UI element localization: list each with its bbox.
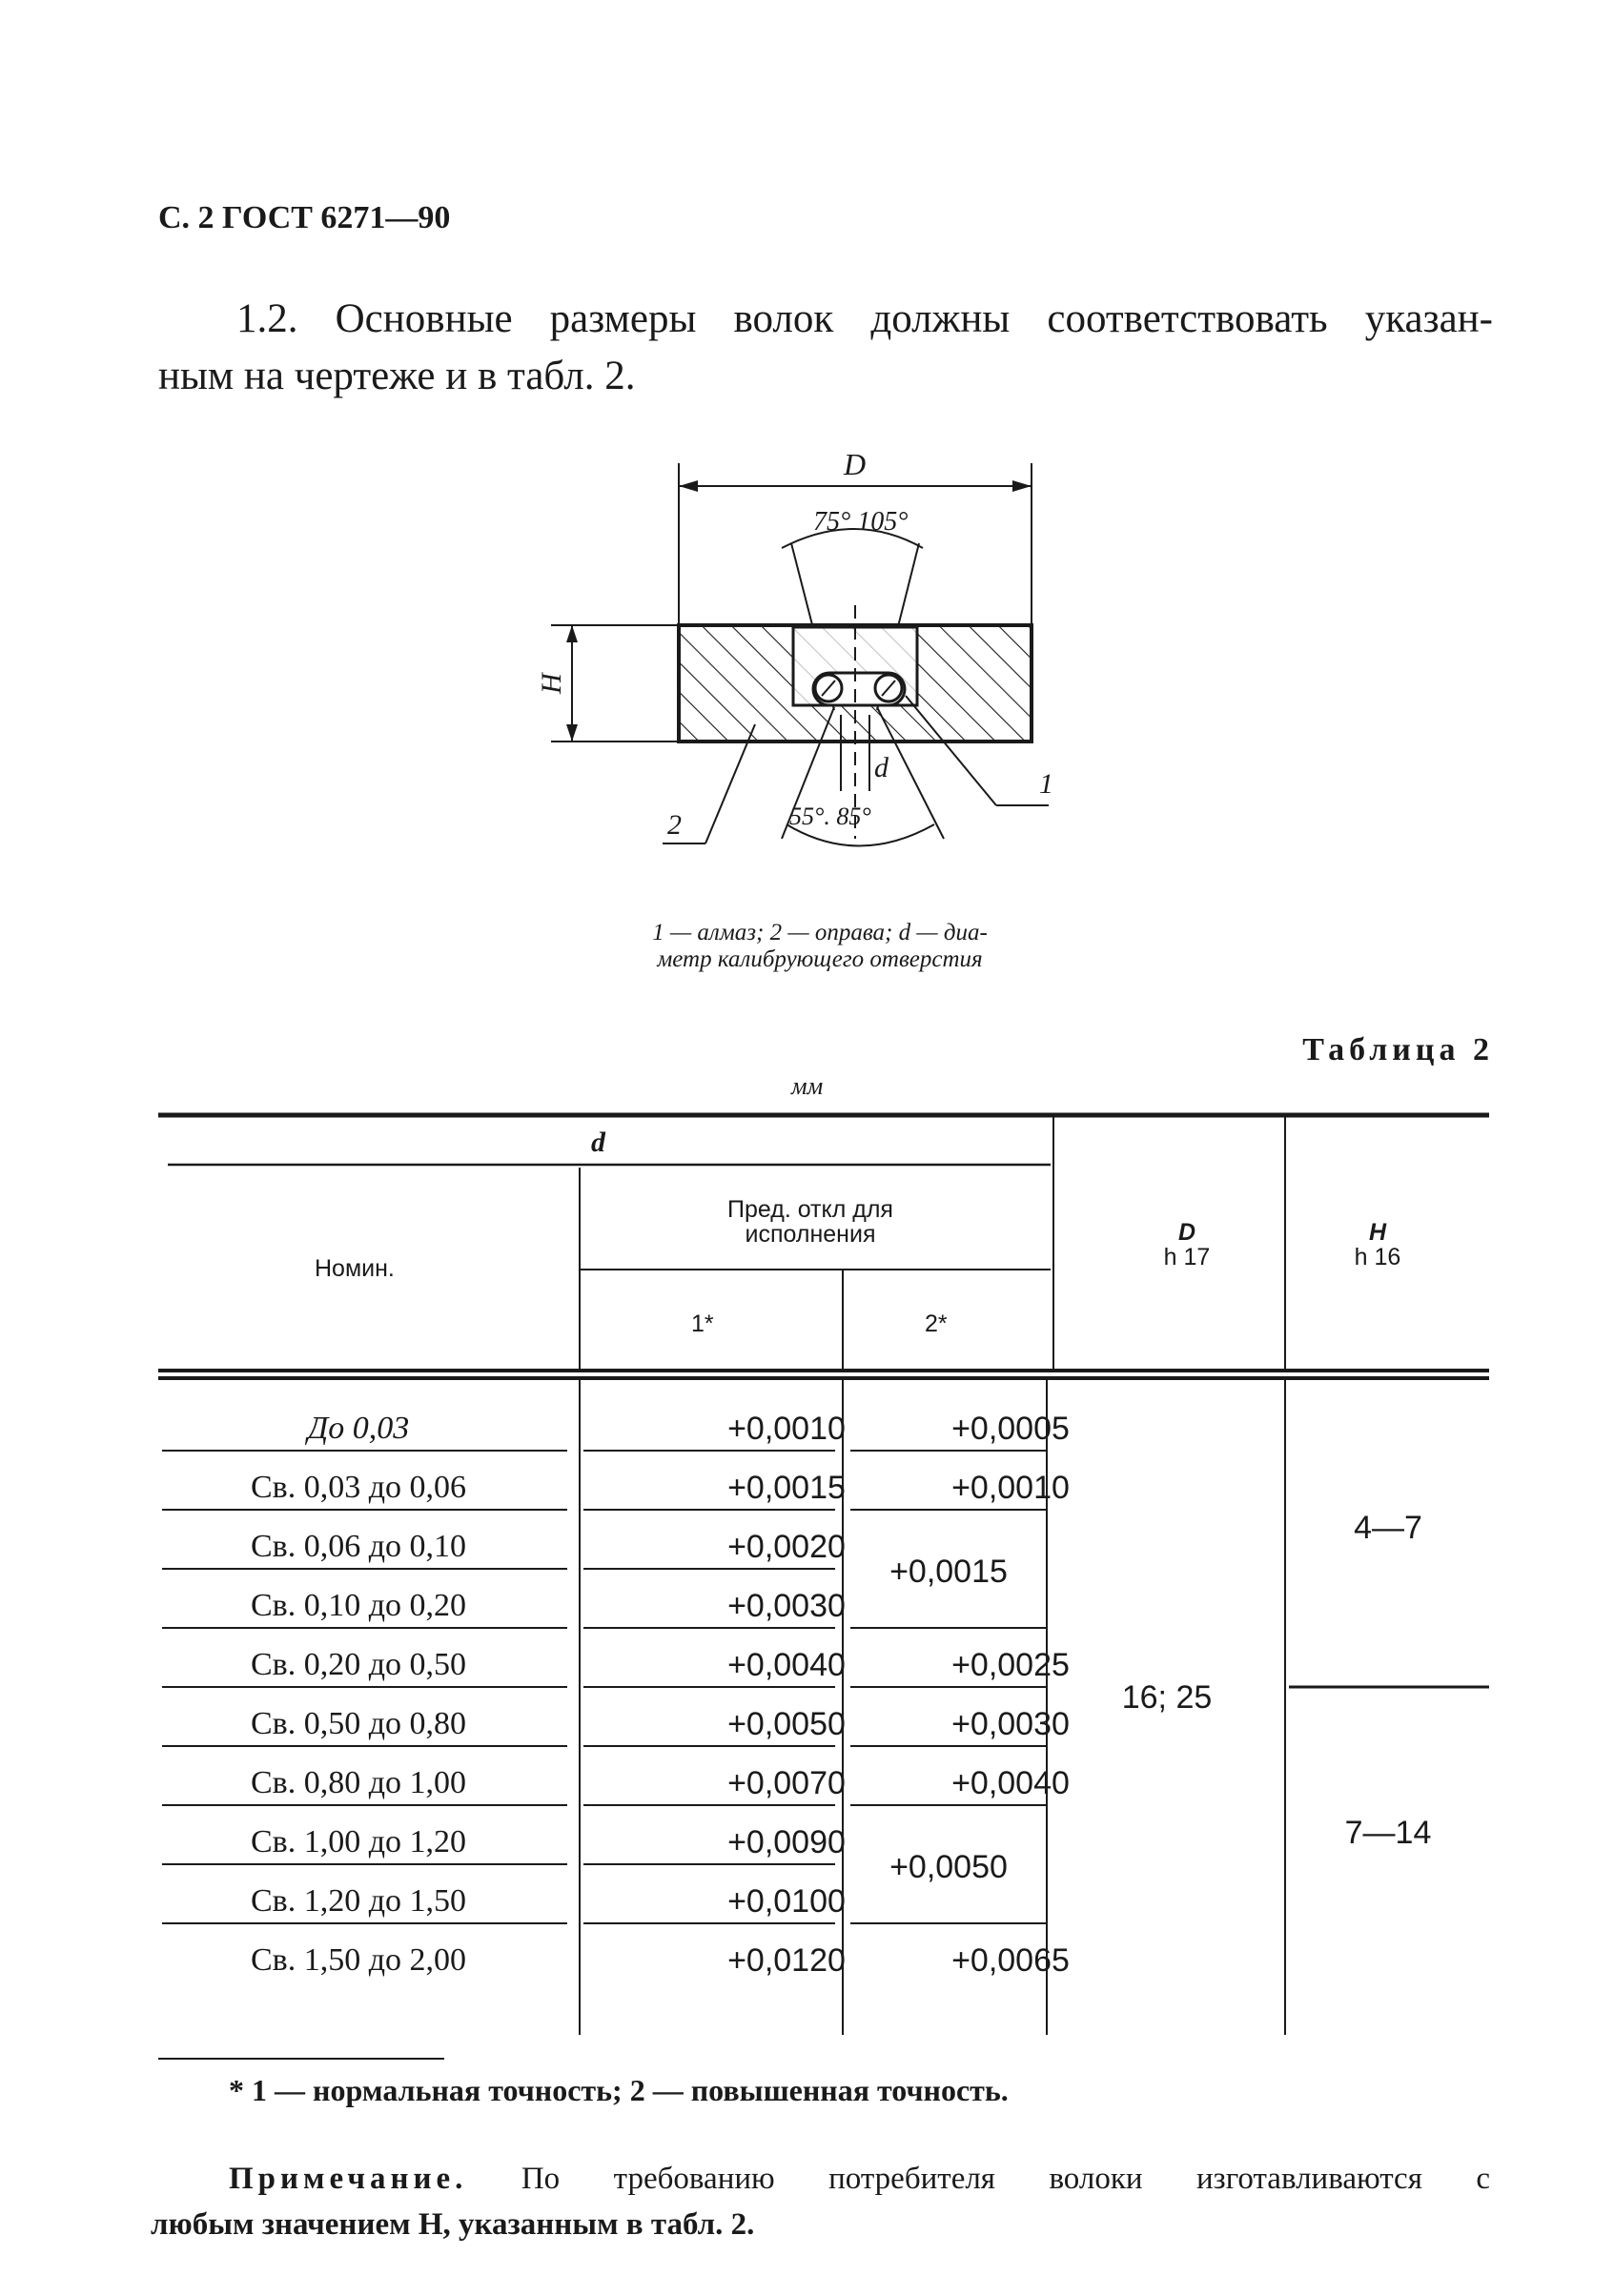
- cell-D-value: 16; 25: [1121, 1679, 1213, 1716]
- header-H-line-2: h 16: [1354, 1244, 1401, 1270]
- caption-line-2: метр калибрующего отверстия: [657, 946, 983, 972]
- table-row: [154, 1458, 1232, 1517]
- cell-tol2: +0,0040: [951, 1765, 1070, 1801]
- cell-nominal: Св. 0,10 до 0,20: [250, 1588, 467, 1623]
- cell-tol1: +0,0070: [727, 1765, 846, 1801]
- table-row: [154, 1754, 1232, 1813]
- cell-tol2: +0,0010: [951, 1470, 1070, 1506]
- table-row: [154, 1872, 1232, 1931]
- header-H: [1330, 1220, 1425, 1270]
- cell-nominal: Св. 1,50 до 2,00: [250, 1942, 467, 1978]
- note: [151, 2156, 1490, 2247]
- cell-tol1: +0,0120: [727, 1942, 846, 1979]
- table-row: [154, 1517, 1232, 1576]
- header-tolerance-line-2: исполнения: [745, 1221, 876, 1248]
- cell-nominal: Св. 0,50 до 0,80: [250, 1706, 467, 1741]
- table-title: Таблица 2: [1302, 1032, 1494, 1067]
- header-D-line-1: D: [1177, 1219, 1196, 1246]
- header-exec-2: 2*: [925, 1311, 948, 1337]
- header-tolerance: [610, 1197, 1011, 1247]
- paragraph-line-1: 1.2. Основные размеры волок должны соответствовать указан-: [236, 296, 1493, 341]
- cell-tol1: +0,0100: [727, 1883, 846, 1920]
- table-units: мм: [791, 1072, 824, 1100]
- header-H-line-1: H: [1368, 1219, 1387, 1246]
- cell-H-value-1: 4—7: [1354, 1510, 1422, 1546]
- table-row: [154, 1576, 1232, 1636]
- cell-tol2-merged: +0,0050: [889, 1849, 1008, 1885]
- caption-line-1: 1 — алмаз; 2 — оправа; d — диа-: [652, 920, 988, 945]
- angle-bottom-label: 55°. 85°: [789, 803, 871, 830]
- dim-H-label: H: [536, 673, 567, 694]
- cell-tol2: +0,0065: [951, 1942, 1070, 1979]
- callout-2-label: 2: [667, 809, 682, 841]
- cell-tol1: +0,0040: [727, 1647, 846, 1683]
- table-row: [154, 1813, 1232, 1872]
- cell-nominal: Св. 0,06 до 0,10: [250, 1529, 467, 1564]
- cell-tol1: +0,0030: [727, 1588, 846, 1624]
- cell-tol2: +0,0030: [951, 1706, 1070, 1742]
- cell-nominal: Св. 1,20 до 1,50: [250, 1883, 467, 1919]
- cell-tol1: +0,0020: [727, 1529, 846, 1565]
- note-line-1-text: По требованию потребителя волоки изготавливаются с: [467, 2162, 1490, 2196]
- header-tolerance-line-1: Пред. откл для: [727, 1196, 893, 1223]
- header-d: d: [591, 1127, 605, 1158]
- paragraph-line-2: ным на чертеже и в табл. 2.: [158, 354, 636, 398]
- table-row: [154, 1931, 1232, 1990]
- dim-d-label: d: [874, 752, 889, 783]
- dim-D-label: D: [844, 447, 867, 481]
- note-label: Примечание.: [229, 2162, 468, 2196]
- note-line-1: [229, 2156, 1490, 2202]
- note-line-2: любым значением H, указанным в табл. 2.: [151, 2207, 755, 2242]
- cell-nominal: Св. 0,80 до 1,00: [250, 1765, 467, 1800]
- cell-tol1: +0,0050: [727, 1706, 846, 1742]
- angle-top-label: 75° 105°: [813, 507, 909, 537]
- cell-tol1: +0,0010: [727, 1411, 846, 1447]
- header-exec-1: 1*: [691, 1311, 714, 1337]
- cell-tol2: +0,0025: [951, 1647, 1070, 1683]
- cell-nominal: До 0,03: [307, 1411, 410, 1446]
- cell-nominal: Св. 0,03 до 0,06: [250, 1470, 467, 1505]
- header-D-line-2: h 17: [1163, 1244, 1211, 1270]
- cell-H-value-2: 7—14: [1344, 1815, 1432, 1851]
- table-row: [154, 1399, 1232, 1458]
- callout-1-label: 1: [1039, 768, 1053, 800]
- cell-tol1: +0,0090: [727, 1824, 846, 1860]
- cell-tol1: +0,0015: [727, 1470, 846, 1506]
- cell-nominal: Св. 0,20 до 0,50: [250, 1647, 467, 1682]
- header-D: [1139, 1220, 1235, 1270]
- cell-tol2-merged: +0,0015: [889, 1554, 1008, 1590]
- page-header: С. 2 ГОСТ 6271—90: [158, 200, 451, 235]
- header-nominal: Номин.: [315, 1255, 395, 1282]
- cell-nominal: Св. 1,00 до 1,20: [250, 1824, 467, 1859]
- cell-tol2: +0,0005: [951, 1411, 1070, 1447]
- table-footnote: * 1 — нормальная точность; 2 — повышенная точность.: [229, 2073, 1009, 2107]
